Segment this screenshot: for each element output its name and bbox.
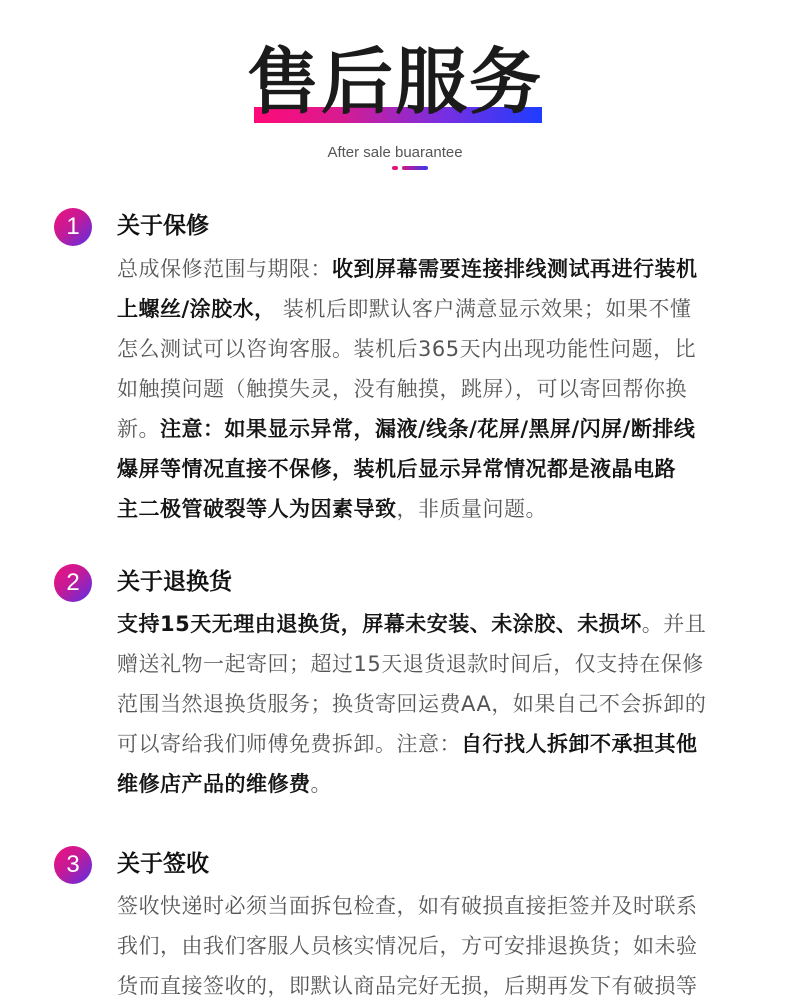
text-run: 新。: [117, 417, 160, 441]
bold-text-run: 注意：如果显示异常，漏液/线条/花屏/黑屏/闪屏/断排线: [160, 417, 696, 441]
bold-text-run: 爆屏等情况直接不保修，装机后显示异常情况都是液晶电路: [117, 457, 676, 481]
section-title: 关于保修: [117, 213, 209, 239]
section-body: [117, 604, 747, 804]
section-number-badge: 3: [54, 846, 92, 884]
bold-text-run: 上螺丝/涂胶水，: [117, 297, 276, 321]
body-line: [117, 644, 747, 684]
body-line: [117, 489, 747, 529]
body-line: [117, 249, 747, 289]
text-run: 赠送礼物一起寄回；超过15天退货退款时间后，仅支持在保修: [117, 652, 704, 676]
body-line: [117, 369, 747, 409]
section-title: 关于退换货: [117, 569, 232, 595]
text-run: 总成保修范围与期限：: [117, 257, 332, 281]
body-line: [117, 684, 747, 724]
text-run: 。: [310, 772, 332, 796]
bold-text-run: 维修店产品的维修费: [117, 772, 311, 796]
section-body: [117, 886, 747, 1006]
text-run: ，非质量问题。: [396, 497, 547, 521]
page-title: 售后服务: [246, 40, 543, 124]
header: [0, 0, 790, 180]
text-run: 签收快递时必须当面拆包检查，如有破损直接拒签并及时联系: [117, 894, 698, 918]
body-line: [117, 966, 747, 1006]
body-line: [117, 926, 747, 966]
text-run: 我们，由我们客服人员核实情况后，方可安排退换货；如未验: [117, 934, 698, 958]
bold-text-run: 主二极管破裂等人为因素导致: [117, 497, 397, 521]
section-title: 关于签收: [117, 851, 209, 877]
text-run: 怎么测试可以咨询客服。装机后365天内出现功能性问题，比: [117, 337, 697, 361]
body-line: [117, 604, 747, 644]
bold-text-run: 支持15天无理由退换货，屏幕未安装、未涂胶、未损坏: [117, 612, 642, 636]
text-run: 货而直接签收的，即默认商品完好无损，后期再发下有破损等: [117, 974, 698, 998]
section-number-badge: 2: [54, 564, 92, 602]
body-line: [117, 409, 747, 449]
body-line: [117, 764, 747, 804]
text-run: 可以寄给我们师傅免费拆卸。注意：: [117, 732, 461, 756]
bold-text-run: 收到屏幕需要连接排线测试再进行装机: [332, 257, 698, 281]
body-line: [117, 724, 747, 764]
text-run: 如触摸问题（触摸失灵，没有触摸，跳屏），可以寄回帮你换: [117, 377, 687, 401]
bold-text-run: 自行找人拆卸不承担其他: [461, 732, 698, 756]
body-line: [117, 886, 747, 926]
subtitle-accent-line: [402, 166, 428, 170]
subtitle-accent-dot: [392, 166, 398, 170]
page-subtitle: After sale buarantee: [327, 144, 463, 161]
body-line: [117, 449, 747, 489]
text-run: 装机后即默认客户满意显示效果；如果不懂: [275, 297, 692, 321]
body-line: [117, 329, 747, 369]
text-run: 。并且: [641, 612, 707, 636]
text-run: 范围当然退换货服务；换货寄回运费AA，如果自己不会拆卸的: [117, 692, 707, 716]
section-body: [117, 249, 747, 529]
body-line: [117, 289, 747, 329]
section-number-badge: 1: [54, 208, 92, 246]
